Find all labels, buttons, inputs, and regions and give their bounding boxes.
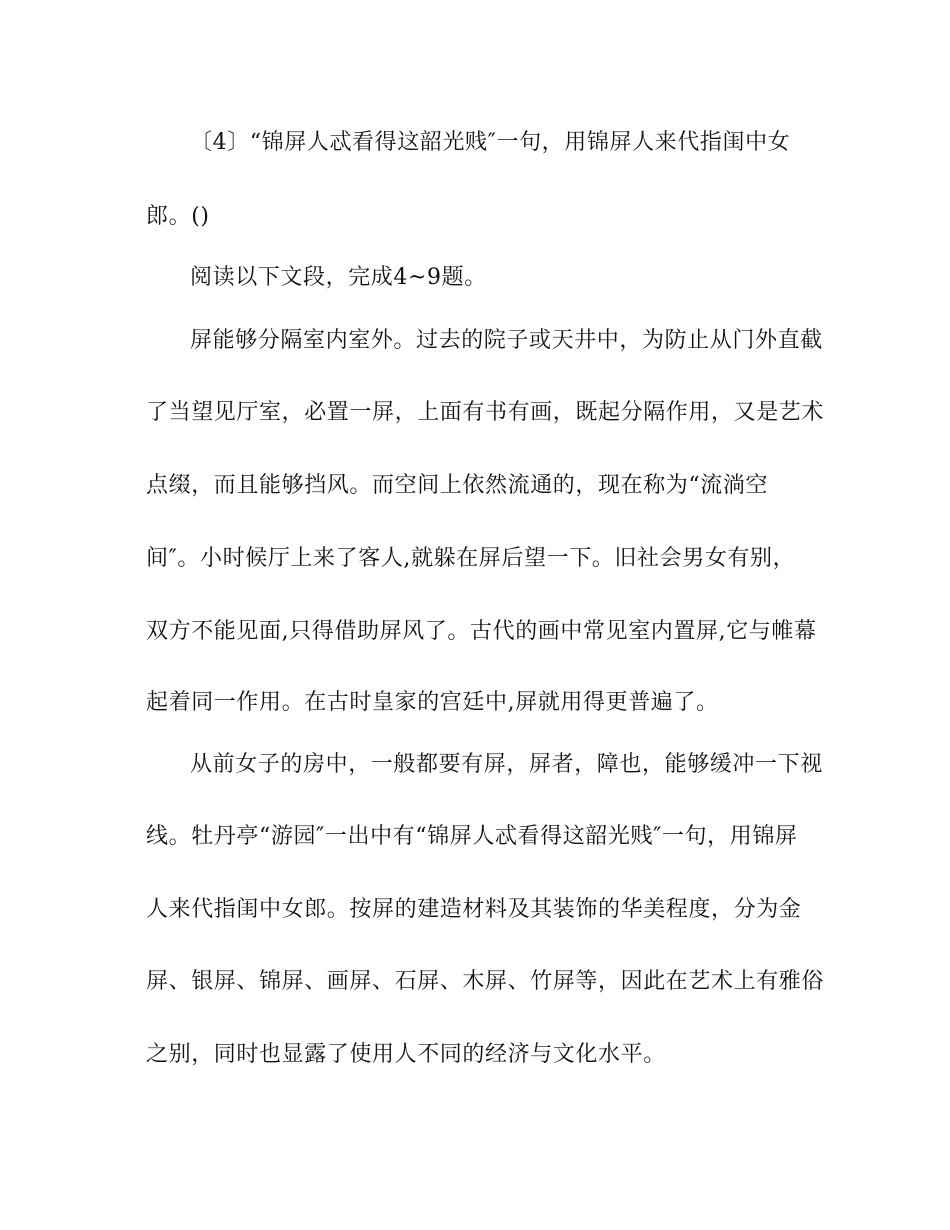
paragraph-2-line-3: 人来代指闺中女郎。按屏的建造材料及其装饰的华美程度，分为金 (146, 897, 802, 922)
question-4-line-1: 〔4〕“锦屏人忒看得这韶光贱″一句，用锦屏人来代指闺中女 (190, 130, 791, 155)
paragraph-1-line-3: 点缀，而且能够挡风。而空间上依然流通的，现在称为“流淌空 (146, 473, 769, 498)
paragraph-2-line-5: 之别，同时也显露了使用人不同的经济与文化水平。 (146, 1042, 666, 1067)
paragraph-1-line-1: 屏能够分隔室内室外。过去的院子或天井中，为防止从门外直截 (190, 328, 823, 353)
reading-instruction: 阅读以下文段，完成4~9题。 (190, 265, 487, 290)
question-4-line-2: 郎。() (146, 204, 210, 229)
paragraph-1-line-5: 双方不能见面,只得借助屏风了。古代的画中常见室内置屏,它与帷幕 (146, 619, 817, 644)
paragraph-2-line-2: 线。牡丹亭“游园″一出中有“锦屏人忒看得这韶光贱″一句，用锦屏 (146, 824, 798, 849)
paragraph-1-line-6: 起着同一作用。在古时皇家的宫廷中,屏就用得更普遍了。 (146, 690, 719, 715)
paragraph-2-line-4: 屏、银屏、锦屏、画屏、石屏、木屏、竹屏等，因此在艺术上有雅俗 (146, 969, 825, 994)
paragraph-1-line-2: 了当望见厅室，必置一屏，上面有书有画，既起分隔作用，又是艺术 (146, 400, 825, 425)
paragraph-2-line-1: 从前女子的房中，一般都要有屏，屏者，障也，能够缓冲一下视 (190, 752, 823, 777)
paragraph-1-line-4: 间″。小时候厅上来了客人,就躲在屏后望一下。旧社会男女有别， (146, 546, 796, 571)
